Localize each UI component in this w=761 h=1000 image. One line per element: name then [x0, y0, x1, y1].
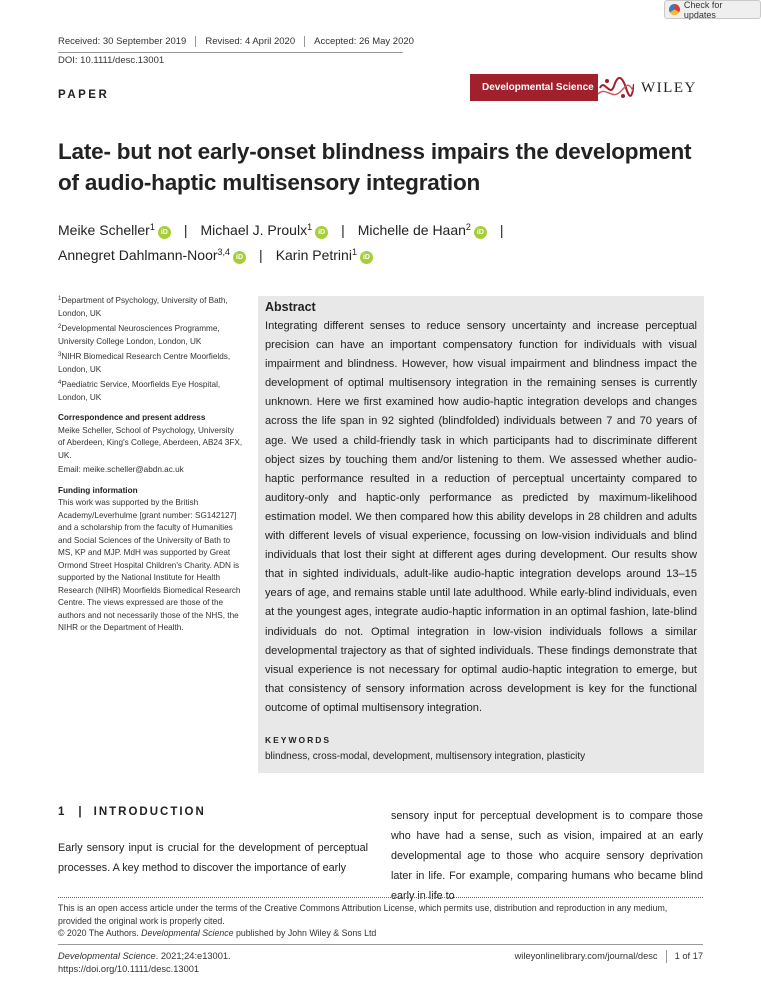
section-heading-introduction: 1 | INTRODUCTION — [58, 806, 206, 818]
affiliation: $^2$Developmental Neurosciences Programme, University College London, London, UK — [58, 324, 220, 346]
keywords-list: blindness, cross-modal, development, multisensory integration, plasticity — [265, 750, 586, 762]
orcid-icon[interactable]: iD — [474, 226, 487, 239]
orcid-icon[interactable]: iD — [315, 226, 328, 239]
abstract-heading: Abstract — [265, 300, 316, 314]
check-for-updates-button[interactable] — [664, 0, 761, 19]
author[interactable]: Annegret Dahlmann-Noor$^{3,4}$iD — [58, 247, 246, 263]
article-sidebar — [58, 295, 243, 637]
author-separator: | — [341, 222, 345, 238]
page-number: 1 of 17 — [674, 951, 703, 961]
author[interactable]: Karin Petrini$^1$iD — [276, 247, 373, 263]
author-separator: | — [499, 222, 504, 238]
funding-text: This work was supported by the British Academy/Leverhulme [grant number: SG142127] and a scholarship from the faculty of Humanities and Social Sciences of the University of Bath to MS, KP and MJP. MdH was supported by Great Ormond Street Hospital Children's Charity. ADN is supported by the National Institute for Health Research (NIHR) Moorfields Biomedical Research Centre. The views expressed are those of the authors and not necessarily those of the NHS, the NIHR or the Department of Health. — [58, 498, 241, 632]
keywords-heading: KEYWORDS — [265, 734, 332, 745]
page-footer — [58, 944, 703, 974]
correspondence-email[interactable]: Email: meike.scheller@abdn.ac.uk — [58, 465, 184, 474]
check-for-updates-label: Check for updates — [683, 0, 723, 20]
footer-right — [515, 950, 703, 963]
abstract-text: Integrating different senses to reduce sensory uncertainty and increase perceptual precision can have an important compensatory function for individuals with visual impairment and blindness. However, how visual impairment and blindness impact the development of optimal multisensory integration in the remaining senses is currently unknown. Here we first examined how audio-haptic integration develops and changes across the life span in 92 sighted (blindfolded) individuals between 7 and 70 years of age. We used a child-friendly task in which participants had to discriminate different object sizes by touching them and/or listening to them. We assessed whether audio-haptic performance resulted in a reduction of perceptual uncertainty compared to auditory-only and haptic-only performance as predicted by maximum-likelihood estimation model. We then compared how this ability develops in 28 children and adults with different levels of visual experience, focussing on low-vision individuals and blind individuals that lost their sight at different ages during development. Our results show that in sighted individuals, adult-like audio-haptic integration develops around 13–15 years of age, and remains stable until late adulthood. While early-blind individuals, even at the youngest ages, integrate audio-haptic information in an optimal fashion, late-blind individuals do not. Optimal integration in low-vision individuals follows a similar developmental trajectory as that of sighted individuals. These findings demonstrate that visual experience is not necessary for optimal audio-haptic integration to emerge, but that consistency of sensory information across development is key for the functional outcome of optimal multisensory integration. — [265, 320, 697, 714]
received-date: Received: 30 September 2019 — [58, 36, 196, 47]
affiliation: $^3$NIHR Biomedical Research Centre Moorfields, London, UK — [58, 352, 231, 374]
doi: DOI: 10.1111/desc.13001 — [58, 55, 165, 66]
abstract-box — [258, 296, 704, 773]
author-separator: | — [183, 222, 188, 238]
license-notice — [58, 902, 703, 940]
funding-heading: Funding information — [58, 485, 138, 495]
journal-url-link[interactable]: wileyonlinelibrary.com/journal/desc — [515, 950, 667, 963]
intro-text-left-column: Early sensory input is crucial for the development of perceptual processes. A key method to discover the importance of early — [58, 842, 368, 874]
author[interactable]: Meike Scheller$^1$iD — [58, 222, 171, 238]
journal-name: Developmental Science — [482, 82, 594, 93]
footer-doi-link[interactable]: https://doi.org/10.1111/desc.13001 — [58, 964, 200, 974]
correspondence-heading: Correspondence and present address — [58, 413, 206, 422]
affiliation: $^4$Paediatric Service, Moorfields Eye Hospital, London, UK — [58, 380, 221, 402]
license-divider — [58, 897, 703, 898]
accepted-date: Accepted: 26 May 2020 — [314, 36, 414, 47]
article-dates — [58, 36, 414, 53]
copyright-line: © 2020 The Authors. Developmental Science published by John Wiley & Sons Ltd — [58, 928, 377, 938]
author-separator: | — [259, 247, 263, 263]
affiliation: $^1$Department of Psychology, University of Bath, London, UK — [58, 296, 228, 318]
publisher-logo: WILEY — [641, 80, 697, 96]
article-title: Late- but not early-onset blindness impairs the development of audio-haptic multisensory integration — [58, 139, 692, 195]
intro-text-right-column: sensory input for perceptual development is to compare those who have had a sense, such as vision, impaired at an early developmental age to those who acquire sensory deprivation later in life. For example, comparing humans who became blind early in life to — [391, 810, 703, 902]
author[interactable]: Michael J. Proulx$^1$iD — [200, 222, 328, 238]
orcid-icon[interactable]: iD — [233, 251, 246, 264]
article-type: PAPER — [58, 89, 110, 101]
journal-banner-art-icon — [598, 74, 634, 101]
journal-banner — [470, 74, 634, 101]
orcid-icon[interactable]: iD — [158, 226, 171, 239]
author[interactable]: Michelle de Haan$^2$iD — [358, 222, 487, 238]
footer-citation: Developmental Science. 2021;24:e13001. https://doi.org/10.1111/desc.13001 — [58, 951, 231, 974]
revised-date: Revised: 4 April 2020 — [205, 36, 305, 47]
author-list — [58, 218, 708, 268]
orcid-icon[interactable]: iD — [360, 251, 373, 264]
license-text: This is an open access article under the terms of the Creative Commons Attribution License, which permits use, distribution and reproduction in any medium, provided the original work is properly cited. — [58, 903, 668, 926]
crossmark-icon — [669, 4, 680, 15]
correspondence-address: Meike Scheller, School of Psychology, University of Aberdeen, King's College, Aberdeen, AB24 3FX, UK. — [58, 425, 243, 460]
